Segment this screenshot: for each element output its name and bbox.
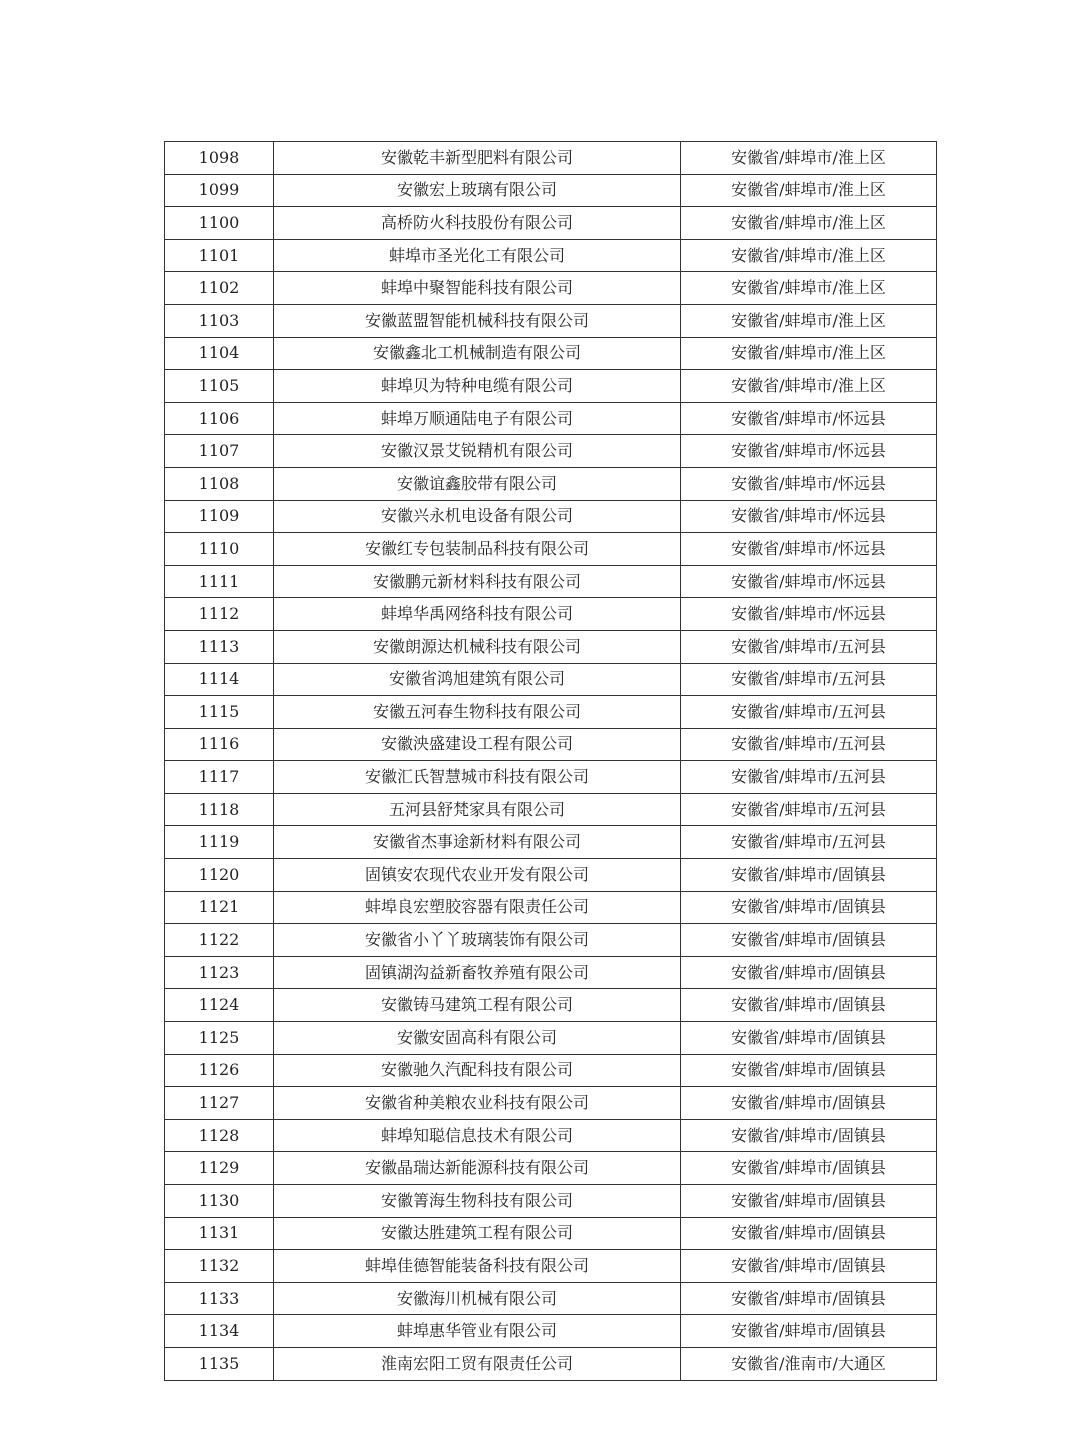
- row-number-cell: 1125: [165, 1022, 274, 1055]
- company-name-cell: 安徽红专包装制品科技有限公司: [274, 533, 681, 566]
- company-name-cell: 蚌埠知聪信息技术有限公司: [274, 1119, 681, 1152]
- table-row: [165, 891, 937, 924]
- table-row: [165, 630, 937, 663]
- table-row: [165, 989, 937, 1022]
- row-number-cell: 1119: [165, 826, 274, 859]
- company-name-cell: 蚌埠惠华管业有限公司: [274, 1315, 681, 1348]
- region-cell: 安徽省/蚌埠市/淮上区: [681, 304, 937, 337]
- table-row: [165, 1315, 937, 1348]
- company-name-cell: 安徽驰久汽配科技有限公司: [274, 1054, 681, 1087]
- region-cell: 安徽省/蚌埠市/固镇县: [681, 989, 937, 1022]
- region-cell: 安徽省/蚌埠市/淮上区: [681, 174, 937, 207]
- row-number-cell: 1100: [165, 207, 274, 240]
- region-cell: 安徽省/蚌埠市/固镇县: [681, 1315, 937, 1348]
- company-name-cell: 安徽五河春生物科技有限公司: [274, 696, 681, 729]
- row-number-cell: 1120: [165, 859, 274, 892]
- row-number-cell: 1132: [165, 1250, 274, 1283]
- company-name-cell: 固镇安农现代农业开发有限公司: [274, 859, 681, 892]
- region-cell: 安徽省/淮南市/大通区: [681, 1347, 937, 1380]
- table-row: [165, 793, 937, 826]
- region-cell: 安徽省/蚌埠市/固镇县: [681, 1152, 937, 1185]
- company-name-cell: 安徽省杰事途新材料有限公司: [274, 826, 681, 859]
- row-number-cell: 1108: [165, 467, 274, 500]
- region-cell: 安徽省/蚌埠市/固镇县: [681, 859, 937, 892]
- region-cell: 安徽省/蚌埠市/五河县: [681, 696, 937, 729]
- row-number-cell: 1098: [165, 142, 274, 175]
- table-row: [165, 1152, 937, 1185]
- row-number-cell: 1117: [165, 761, 274, 794]
- company-name-cell: 蚌埠良宏塑胶容器有限责任公司: [274, 891, 681, 924]
- region-cell: 安徽省/蚌埠市/淮上区: [681, 207, 937, 240]
- region-cell: 安徽省/蚌埠市/淮上区: [681, 370, 937, 403]
- row-number-cell: 1113: [165, 630, 274, 663]
- table-row: [165, 826, 937, 859]
- table-row: [165, 598, 937, 631]
- region-cell: 安徽省/蚌埠市/怀远县: [681, 435, 937, 468]
- table-row: [165, 272, 937, 305]
- region-cell: 安徽省/蚌埠市/固镇县: [681, 1022, 937, 1055]
- table-row: [165, 1282, 937, 1315]
- table-row: [165, 1054, 937, 1087]
- company-name-cell: 安徽乾丰新型肥料有限公司: [274, 142, 681, 175]
- table-row: [165, 924, 937, 957]
- row-number-cell: 1112: [165, 598, 274, 631]
- company-name-cell: 安徽鹏元新材料科技有限公司: [274, 565, 681, 598]
- company-name-cell: 安徽晶瑞达新能源科技有限公司: [274, 1152, 681, 1185]
- table-row: [165, 337, 937, 370]
- region-cell: 安徽省/蚌埠市/固镇县: [681, 1054, 937, 1087]
- table-row: [165, 761, 937, 794]
- row-number-cell: 1101: [165, 239, 274, 272]
- region-cell: 安徽省/蚌埠市/淮上区: [681, 272, 937, 305]
- region-cell: 安徽省/蚌埠市/怀远县: [681, 533, 937, 566]
- company-name-cell: 安徽蓝盟智能机械科技有限公司: [274, 304, 681, 337]
- company-name-cell: 安徽汉景艾锐精机有限公司: [274, 435, 681, 468]
- row-number-cell: 1109: [165, 500, 274, 533]
- company-name-cell: 安徽省小丫丫玻璃装饰有限公司: [274, 924, 681, 957]
- company-name-cell: 固镇湖沟益新畜牧养殖有限公司: [274, 956, 681, 989]
- table-row: [165, 239, 937, 272]
- row-number-cell: 1102: [165, 272, 274, 305]
- company-name-cell: 安徽省鸿旭建筑有限公司: [274, 663, 681, 696]
- table-row: [165, 142, 937, 175]
- table-row: [165, 533, 937, 566]
- row-number-cell: 1130: [165, 1185, 274, 1218]
- region-cell: 安徽省/蚌埠市/五河县: [681, 630, 937, 663]
- region-cell: 安徽省/蚌埠市/怀远县: [681, 598, 937, 631]
- region-cell: 安徽省/蚌埠市/五河县: [681, 728, 937, 761]
- row-number-cell: 1122: [165, 924, 274, 957]
- region-cell: 安徽省/蚌埠市/固镇县: [681, 1185, 937, 1218]
- row-number-cell: 1110: [165, 533, 274, 566]
- table-row: [165, 565, 937, 598]
- row-number-cell: 1134: [165, 1315, 274, 1348]
- region-cell: 安徽省/蚌埠市/固镇县: [681, 1119, 937, 1152]
- row-number-cell: 1121: [165, 891, 274, 924]
- company-name-cell: 蚌埠佳德智能装备科技有限公司: [274, 1250, 681, 1283]
- company-name-cell: 蚌埠贝为特种电缆有限公司: [274, 370, 681, 403]
- region-cell: 安徽省/蚌埠市/淮上区: [681, 142, 937, 175]
- row-number-cell: 1099: [165, 174, 274, 207]
- table-row: [165, 435, 937, 468]
- row-number-cell: 1118: [165, 793, 274, 826]
- company-name-cell: 安徽铸马建筑工程有限公司: [274, 989, 681, 1022]
- row-number-cell: 1105: [165, 370, 274, 403]
- company-name-cell: 五河县舒梵家具有限公司: [274, 793, 681, 826]
- region-cell: 安徽省/蚌埠市/淮上区: [681, 337, 937, 370]
- region-cell: 安徽省/蚌埠市/固镇县: [681, 1250, 937, 1283]
- table-row: [165, 467, 937, 500]
- table-row: [165, 663, 937, 696]
- company-name-cell: 安徽兴永机电设备有限公司: [274, 500, 681, 533]
- row-number-cell: 1128: [165, 1119, 274, 1152]
- row-number-cell: 1126: [165, 1054, 274, 1087]
- company-name-cell: 安徽达胜建筑工程有限公司: [274, 1217, 681, 1250]
- table-row: [165, 1087, 937, 1120]
- company-name-cell: 安徽鑫北工机械制造有限公司: [274, 337, 681, 370]
- company-name-cell: 蚌埠万顺通陆电子有限公司: [274, 402, 681, 435]
- company-name-cell: 蚌埠华禹网络科技有限公司: [274, 598, 681, 631]
- table-row: [165, 402, 937, 435]
- company-table: [164, 141, 937, 1381]
- region-cell: 安徽省/蚌埠市/固镇县: [681, 924, 937, 957]
- table-row: [165, 1347, 937, 1380]
- company-name-cell: 安徽安固高科有限公司: [274, 1022, 681, 1055]
- region-cell: 安徽省/蚌埠市/怀远县: [681, 500, 937, 533]
- row-number-cell: 1127: [165, 1087, 274, 1120]
- table-row: [165, 956, 937, 989]
- table-row: [165, 1250, 937, 1283]
- company-name-cell: 蚌埠中聚智能科技有限公司: [274, 272, 681, 305]
- region-cell: 安徽省/蚌埠市/固镇县: [681, 1282, 937, 1315]
- table-row: [165, 859, 937, 892]
- company-name-cell: 蚌埠市圣光化工有限公司: [274, 239, 681, 272]
- row-number-cell: 1104: [165, 337, 274, 370]
- company-table-body: [165, 142, 937, 1381]
- table-row: [165, 174, 937, 207]
- row-number-cell: 1107: [165, 435, 274, 468]
- row-number-cell: 1135: [165, 1347, 274, 1380]
- table-row: [165, 728, 937, 761]
- region-cell: 安徽省/蚌埠市/怀远县: [681, 565, 937, 598]
- row-number-cell: 1106: [165, 402, 274, 435]
- table-row: [165, 207, 937, 240]
- company-name-cell: 高桥防火科技股份有限公司: [274, 207, 681, 240]
- row-number-cell: 1103: [165, 304, 274, 337]
- row-number-cell: 1133: [165, 1282, 274, 1315]
- table-row: [165, 1217, 937, 1250]
- region-cell: 安徽省/蚌埠市/淮上区: [681, 239, 937, 272]
- region-cell: 安徽省/蚌埠市/怀远县: [681, 402, 937, 435]
- region-cell: 安徽省/蚌埠市/五河县: [681, 826, 937, 859]
- company-name-cell: 安徽省种美粮农业科技有限公司: [274, 1087, 681, 1120]
- region-cell: 安徽省/蚌埠市/固镇县: [681, 891, 937, 924]
- row-number-cell: 1129: [165, 1152, 274, 1185]
- table-row: [165, 1185, 937, 1218]
- table-row: [165, 500, 937, 533]
- table-row: [165, 696, 937, 729]
- row-number-cell: 1115: [165, 696, 274, 729]
- company-name-cell: 安徽谊鑫胶带有限公司: [274, 467, 681, 500]
- region-cell: 安徽省/蚌埠市/固镇县: [681, 956, 937, 989]
- table-row: [165, 1022, 937, 1055]
- row-number-cell: 1114: [165, 663, 274, 696]
- row-number-cell: 1123: [165, 956, 274, 989]
- company-name-cell: 淮南宏阳工贸有限责任公司: [274, 1347, 681, 1380]
- row-number-cell: 1116: [165, 728, 274, 761]
- region-cell: 安徽省/蚌埠市/固镇县: [681, 1217, 937, 1250]
- row-number-cell: 1131: [165, 1217, 274, 1250]
- company-name-cell: 安徽朗源达机械科技有限公司: [274, 630, 681, 663]
- company-name-cell: 安徽泱盛建设工程有限公司: [274, 728, 681, 761]
- region-cell: 安徽省/蚌埠市/五河县: [681, 761, 937, 794]
- row-number-cell: 1124: [165, 989, 274, 1022]
- region-cell: 安徽省/蚌埠市/怀远县: [681, 467, 937, 500]
- table-row: [165, 304, 937, 337]
- company-name-cell: 安徽箐海生物科技有限公司: [274, 1185, 681, 1218]
- company-name-cell: 安徽海川机械有限公司: [274, 1282, 681, 1315]
- company-name-cell: 安徽汇氏智慧城市科技有限公司: [274, 761, 681, 794]
- region-cell: 安徽省/蚌埠市/固镇县: [681, 1087, 937, 1120]
- table-row: [165, 370, 937, 403]
- table-row: [165, 1119, 937, 1152]
- company-name-cell: 安徽宏上玻璃有限公司: [274, 174, 681, 207]
- region-cell: 安徽省/蚌埠市/五河县: [681, 793, 937, 826]
- region-cell: 安徽省/蚌埠市/五河县: [681, 663, 937, 696]
- row-number-cell: 1111: [165, 565, 274, 598]
